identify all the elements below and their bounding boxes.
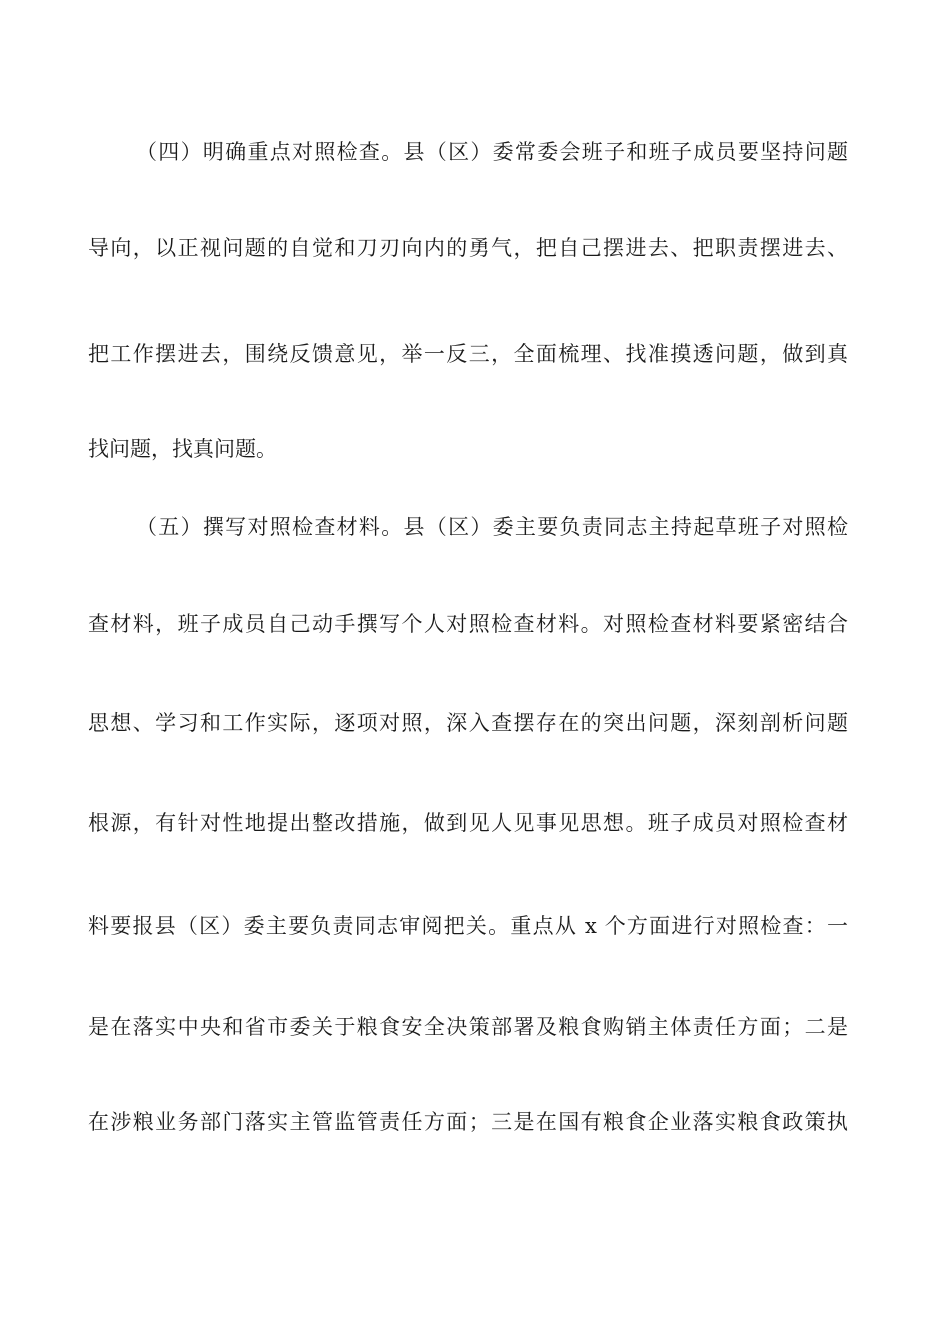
paragraph-5-line-7: 在涉粮业务部门落实主管监管责任方面；三是在国有粮食企业落实粮食政策执 <box>88 1110 848 1134</box>
paragraph-4-line-2: 导向，以正视问题的自觉和刀刃向内的勇气，把自己摆进去、把职责摆进去、 <box>88 236 848 260</box>
paragraph-5-line-4: 根源，有针对性地提出整改措施，做到见人见事见思想。班子成员对照检查材 <box>88 811 848 835</box>
paragraph-5-line-2: 查材料，班子成员自己动手撰写个人对照检查材料。对照检查材料要紧密结合 <box>88 612 848 636</box>
paragraph-5-line-1: （五）撰写对照检查材料。县（区）委主要负责同志主持起草班子对照检 <box>136 515 848 539</box>
paragraph-4-line-3: 把工作摆进去，围绕反馈意见，举一反三，全面梳理、找准摸透问题，做到真 <box>88 342 848 366</box>
paragraph-4-line-4: 找问题，找真问题。 <box>88 437 277 461</box>
paragraph-4-line-1: （四）明确重点对照检查。县（区）委常委会班子和班子成员要坚持问题 <box>136 140 848 164</box>
paragraph-5-line-6: 是在落实中央和省市委关于粮食安全决策部署及粮食购销主体责任方面；二是 <box>88 1015 848 1039</box>
paragraph-5-line-5: 料要报县（区）委主要负责同志审阅把关。重点从 x 个方面进行对照检查：一 <box>88 914 848 938</box>
paragraph-5-line-3: 思想、学习和工作实际，逐项对照，深入查摆存在的突出问题，深刻剖析问题 <box>88 711 848 735</box>
